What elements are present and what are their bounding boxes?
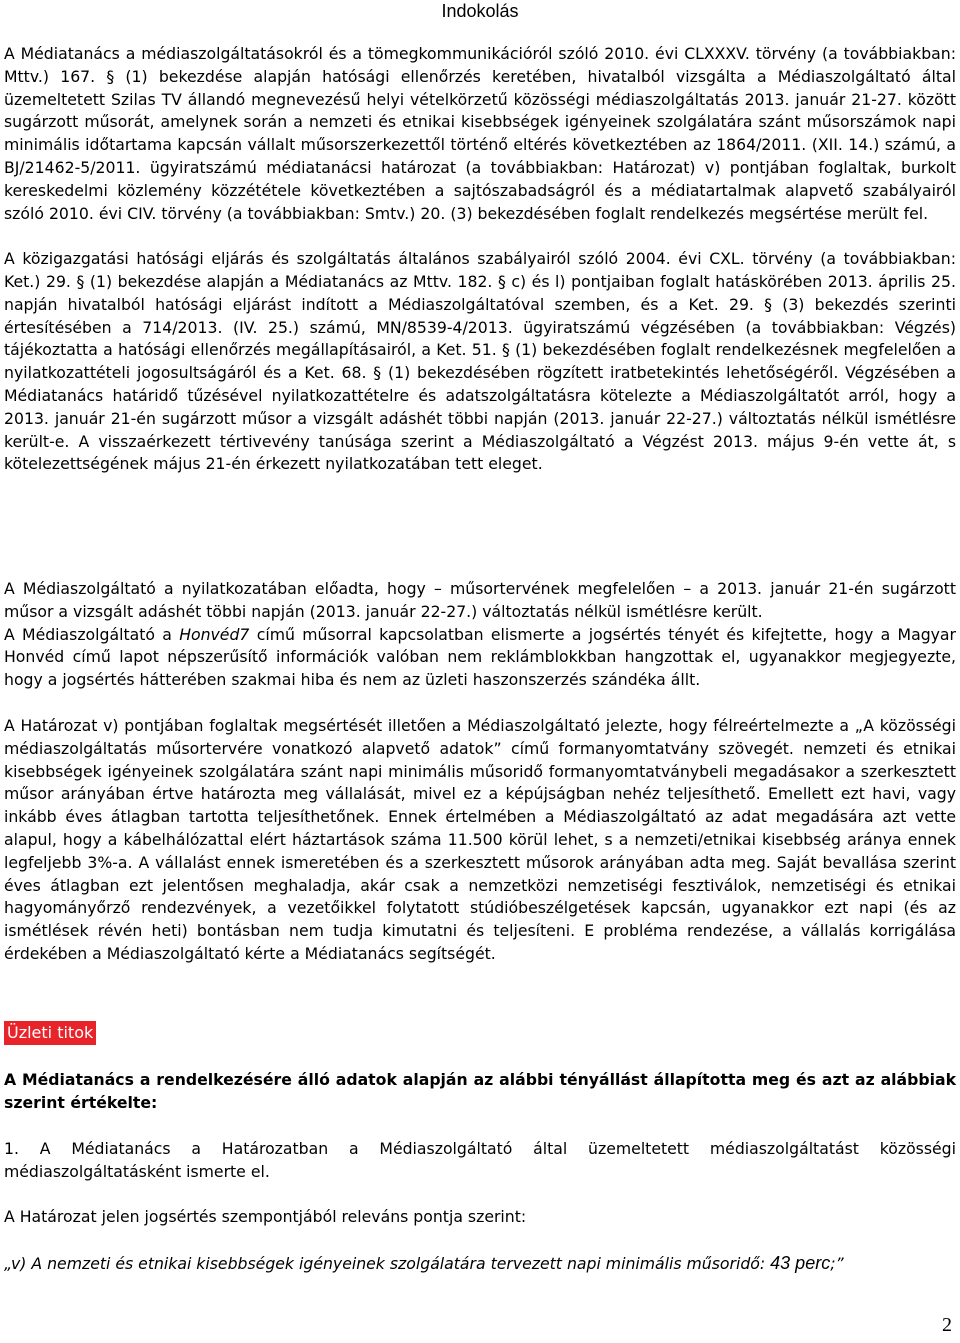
section-heading: Indokolás [441,1,519,21]
quoted-provision [4,1252,956,1276]
page-number: 2 [942,1314,952,1336]
text-run: A Médiaszolgáltató a [4,624,180,644]
highlighted-value: 43 perc [770,1253,831,1273]
paragraph-2 [4,578,956,692]
paragraph-4 [4,1138,956,1229]
text-run: című műsorral kapcsolatban elismerte a jogsértés tényét és kifejtette, hogy a Magyar Honvéd című lapot népszerűsítő információk valóban nem reklámblokkban hangzottak el, ugyanakkor megjegyezte, hogy a jogsértés hátterében szakmai hiba és nem az üzleti haszonszerzés szándéka állt. [4,624,956,690]
bold-statement: A Médiatanács a rendelkezésére álló adatok alapján az alábbi tényállást állapította meg és azt az alábbiak szerint értékelte: [4,1070,956,1112]
paragraph-3 [4,715,956,966]
confidential-badge: Üzleti titok [4,1021,96,1045]
paragraph-text [4,624,956,692]
paragraph-text: A Médiatanács a médiaszolgáltatásokról és a tömegkommunikációról szóló 2010. évi CLXXXV. törvény (a továbbiakban: Mttv.) 167. § (1) bekezdése alapján hatósági ellenőrzés keretében, hivatalból vizsgálta a Médiaszolgáltató által üzemeltetett Szilas TV állandó megnevezésű helyi vételkörzetű közösségi médiaszolgáltatás 2013. január 21-27. között sugárzott műsorát, amelynek során a nemzeti és etnikai kisebbségek igényeinek szolgálatára szánt műsorszámok napi minimális időtartama kapcsán vállalt műsorszerkezettől történő eltérés következtében az 1864/2011. (XII. 14.) számú, a BJ/21462-5/2011. ügyiratszámú médiatanácsi határozat (a továbbiakban: Határozat) v) pontjában foglaltak, burkolt kereskedelmi közlemény közzététele következtében a sajtószabadságról és a médiatartalmak alapvető szabályairól szóló 2010. évi CIV. törvény (a továbbiakban: Smtv.) 20. (3) bekezdésében foglalt rendelkezés megsértése merült fel. [4,44,956,223]
paragraph-text: 1. A Médiatanács a Határozatban a Médiaszolgáltató által üzemeltetett médiaszolgáltatást közösségi médiaszolgáltatásként ismerte el. [4,1139,956,1181]
paragraph-text: A közigazgatási hatósági eljárás és szolgáltatás általános szabályairól szóló 2004. évi CXL. törvény (a továbbiakban: Ket.) 29. § (1) bekezdése alapján a Médiatanács az Mttv. 182. § c) és l) pontjaiban foglalt hatáskörében 2013. április 25. napján hivatalból hatósági eljárást indított a Médiaszolgáltatóval szemben, és a Ket. 29. § (3) bekezdés szerinti értesítésében a 714/2013. (IV. 25.) számú, MN/8539-4/2013. ügyiratszámú végzésében (a továbbiakban: Végzés) tájékoztatta a hatósági ellenőrzés megállapításairól, a Ket. 51. § (1) bekezdésében foglalt rendelkezésnek megfelelően a nyilatkozattételi jogosultságáról és a Ket. 68. § (1) bekezdésében rögzített iratbetekintés lehetőségéről. Végzésében a Médiatanács határidő tűzésével nyilatkozattételre és adatszolgáltatásra kötelezte a Médiaszolgáltatót arról, hogy a 2013. január 21-én sugárzott műsor a vizsgált adáshét többi napján (2013. január 22-27.) változtatás nélkül ismétlésre került-e. A visszaérkezett tértivevény tanúsága szerint a Médiaszolgáltató a Végzést 2013. május 9-én vette át, s kötelezettségének május 21-én érkezett nyilatkozatában tett eleget. [4,249,956,474]
paragraph-text: A Határozat v) pontjában foglaltak megsértését illetően a Médiaszolgáltató jelezte, hogy félreértelmezte a „A közösségi médiaszolgáltatás műsortervére vonatkozó alapvető adatok” című formanyomtatvány szövegét. nemzeti és etnikai kisebbségek igényeinek szolgálatára szánt napi minimális műsoridő formanyomtatványbeli megadásakor a szerkesztett műsor arányában értve határozta meg vállalását, mivel ez a képújságban nehéz teljesíthető. Emellett ezt havi, vagy inkább éves átlagban tartotta teljesíthetőnek. Ennek értelmében a Médiaszolgáltató az adat megadására azt vette alapul, hogy a kábelhálózattal elért háztartások száma 11.500 körül lehet, s a nemzeti/etnikai kisebbség aránya ennek legfeljebb 3%-a. A vállalást ennek ismeretében és a szerkesztett műsorok arányában adta meg. Saját bevallása szerint éves átlagban ezt jelentősen meghaladja, akár csak a nemzetközi nemzetiségi fesztiválok, nemzetiségi és etnikai hagyományőrző rendezvények, a vezetőikkel folytatott stúdióbeszélgetések kapcsán, ugyanakkor ezt napi (és az ismétlések révén heti) bontásban nem tudja kimutatni és teljesíteni. E probléma rendezése, a vállalás korrigálása érdekében a Médiaszolgáltató kérte a Médiatanács segítségét. [4,716,956,963]
italic-title: Honvéd7 [179,624,250,644]
paragraph-text: A Határozat jelen jogsértés szempontjából releváns pontja szerint: [4,1207,527,1227]
paragraph-text: A Médiaszolgáltató a nyilatkozatában előadta, hogy – műsortervének megfelelően – a 2013. január 21-én sugárzott műsor a vizsgált adáshét többi napján (2013. január 22-27.) változtatás nélkül ismétlésre került. [4,579,956,621]
paragraph-1 [4,43,956,476]
text-run: „v) A nemzeti és etnikai kisebbségek igényeinek szolgálatára tervezett napi minimális műsoridő: [4,1254,771,1273]
text-run: ;” [830,1254,844,1273]
